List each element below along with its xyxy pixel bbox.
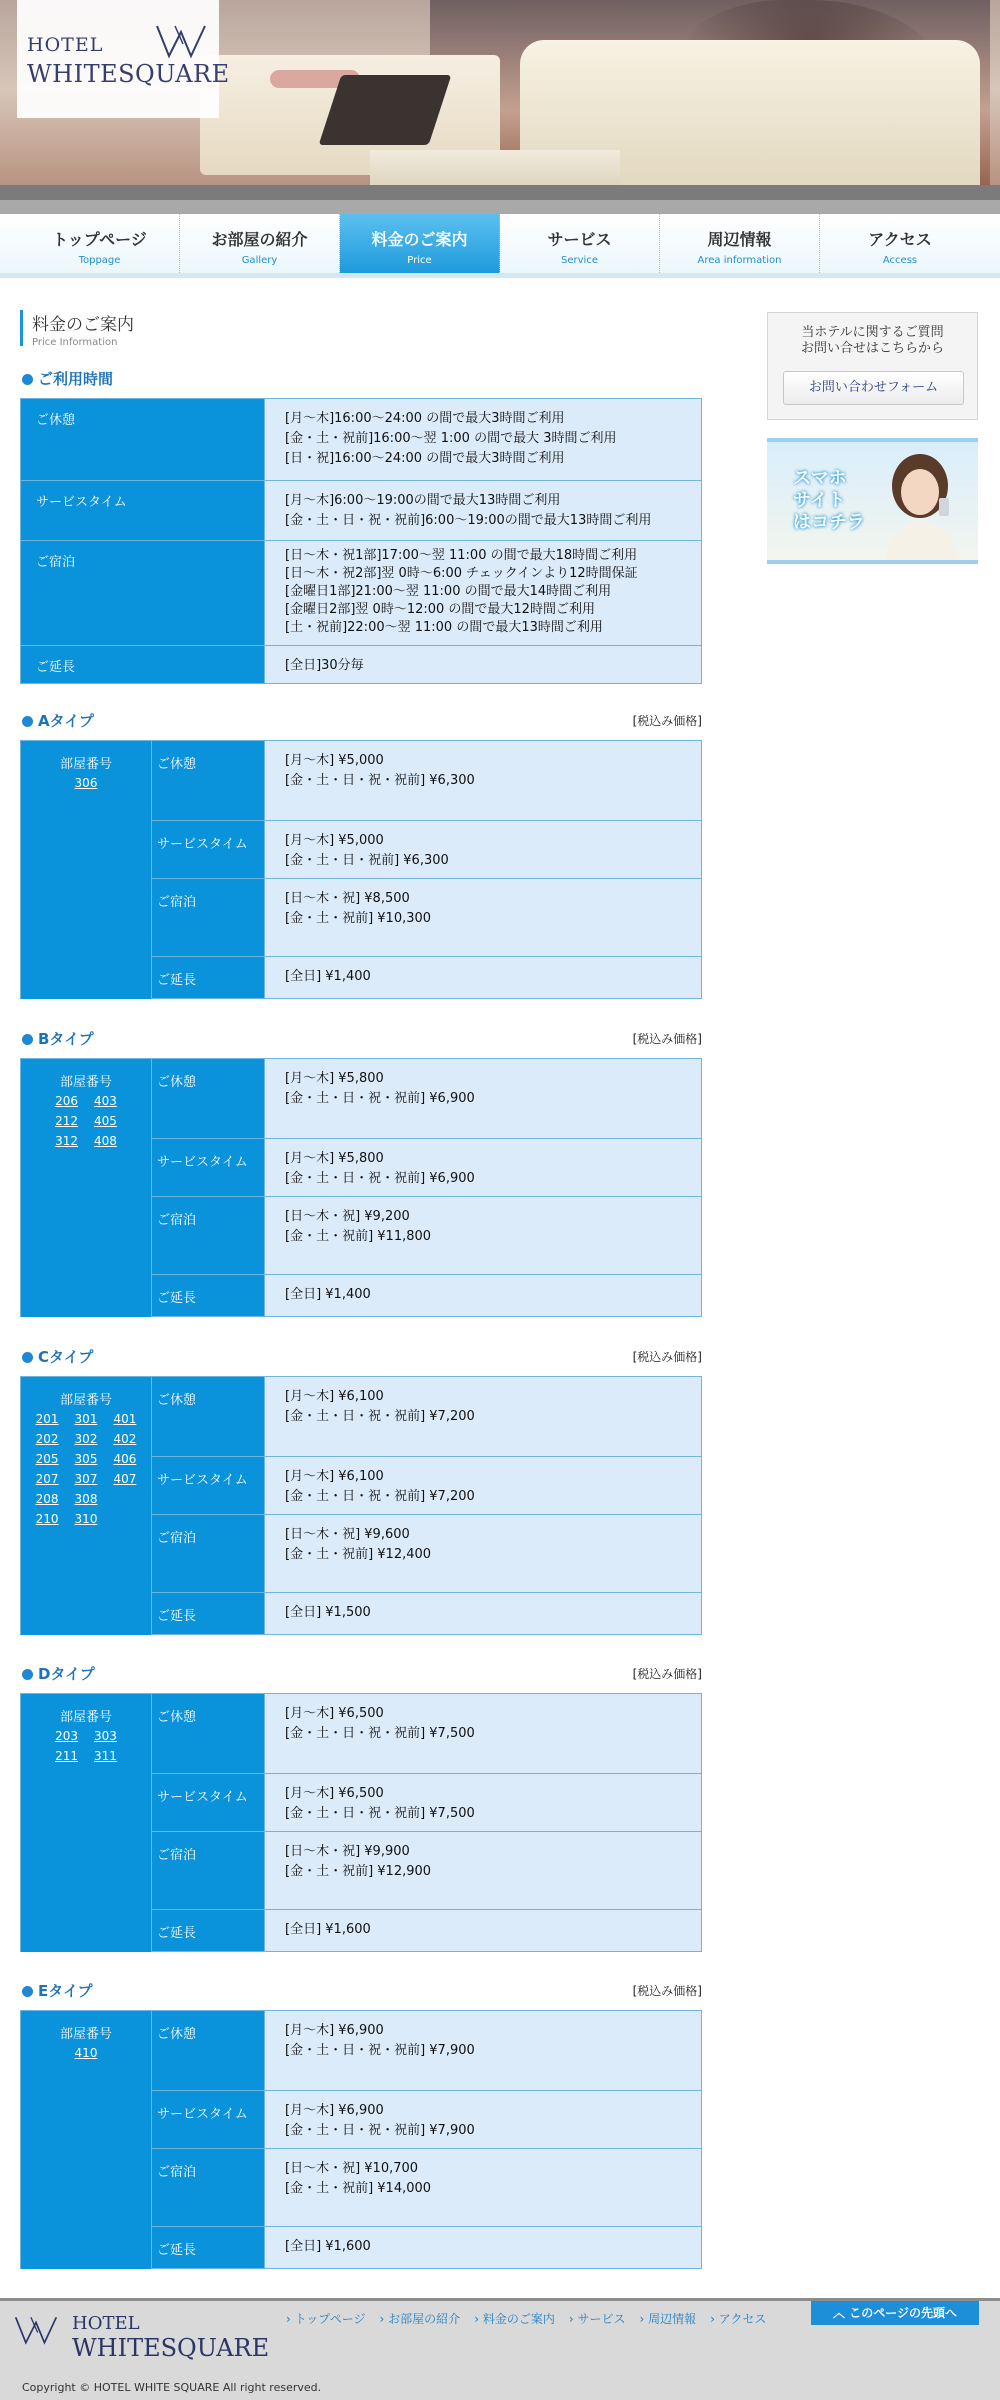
row-value bbox=[265, 821, 702, 879]
page-subtitle: Price Information bbox=[32, 337, 118, 348]
room-number-link[interactable]: 408 bbox=[94, 1134, 117, 1148]
room-number-link[interactable]: 401 bbox=[113, 1412, 137, 1426]
room-number-link[interactable]: 407 bbox=[113, 1472, 137, 1486]
price-table bbox=[20, 1058, 702, 1317]
nav-item-toppage[interactable] bbox=[20, 214, 180, 273]
value-line: [日～木・祝] ¥9,600 bbox=[285, 1527, 410, 1542]
section-title-text: Eタイプ bbox=[38, 1982, 93, 2000]
nav-label-en: Access bbox=[882, 255, 918, 266]
room-number-link[interactable]: 212 bbox=[55, 1114, 78, 1128]
nav-item-access[interactable] bbox=[820, 214, 980, 273]
nav-item-area[interactable] bbox=[660, 214, 820, 273]
banner-line: サイト bbox=[793, 490, 846, 511]
value-line: [金・土・日・祝・祝前]6:00～19:00の間で最大13時間ご利用 bbox=[285, 513, 652, 528]
row-label: サービスタイム bbox=[152, 2091, 265, 2149]
room-numbers-cell bbox=[21, 741, 152, 999]
woman-with-phone-icon bbox=[865, 446, 965, 564]
row-label: ご宿泊 bbox=[152, 879, 265, 957]
room-number-link[interactable]: 402 bbox=[113, 1432, 137, 1446]
value-line: [金・土・日・祝・祝前] ¥7,500 bbox=[285, 1726, 475, 1741]
value-line: [全日] ¥1,600 bbox=[285, 2239, 371, 2254]
row-label: ご延長 bbox=[152, 957, 265, 999]
section-title-type bbox=[22, 710, 94, 731]
bullet-dot-icon bbox=[22, 374, 33, 385]
value-line: [月～木] ¥6,900 bbox=[285, 2023, 384, 2038]
section-title-text: Aタイプ bbox=[38, 712, 94, 730]
row-label: ご延長 bbox=[152, 1275, 265, 1317]
value-line: [月～木] ¥6,500 bbox=[285, 1786, 384, 1801]
chevron-up-icon: ︿ bbox=[833, 2306, 850, 2320]
nav-label-jp: 周辺情報 bbox=[707, 230, 772, 249]
room-empty bbox=[113, 1492, 136, 1506]
value-line: [月～木] ¥6,100 bbox=[285, 1469, 384, 1484]
row-label: ご休憩 bbox=[152, 1377, 265, 1457]
value-line: [土・祝前]22:00～翌 11:00 の間で最大13時間ご利用 bbox=[285, 620, 603, 635]
page-title: 料金のご案内 bbox=[32, 315, 134, 335]
value-line: [日～木・祝2部]翌 0時～6:00 チェックインより12時間保証 bbox=[285, 566, 638, 581]
nav-label-en: Price bbox=[407, 255, 432, 266]
row-label: ご休憩 bbox=[152, 1694, 265, 1774]
value-line: [金曜日2部]翌 0時～12:00 の間で最大12時間ご利用 bbox=[285, 602, 595, 617]
value-line: [金・土・祝前] ¥10,300 bbox=[285, 911, 432, 926]
row-value bbox=[265, 541, 702, 646]
logo-line-hotel: HOTEL bbox=[27, 34, 104, 56]
back-to-top-label: このページの先頭へ bbox=[849, 2306, 957, 2320]
value-line: [金・土・祝前] ¥12,400 bbox=[285, 1547, 432, 1562]
price-table bbox=[20, 1376, 702, 1635]
contact-line: 当ホテルに関するご質問 bbox=[801, 325, 944, 340]
row-label: ご宿泊 bbox=[152, 1832, 265, 1910]
contact-text bbox=[768, 325, 977, 357]
room-number-link[interactable]: 203 bbox=[55, 1729, 78, 1743]
value-line: [金・土・祝前] ¥12,900 bbox=[285, 1864, 432, 1879]
table-row bbox=[21, 1377, 702, 1457]
room-number-link[interactable]: 410 bbox=[74, 2046, 98, 2060]
room-number-link[interactable]: 201 bbox=[35, 1412, 59, 1426]
hero-bed-runner bbox=[319, 75, 452, 145]
bullet-dot-icon bbox=[22, 1352, 33, 1363]
room-number-link[interactable]: 406 bbox=[113, 1452, 137, 1466]
row-label: サービスタイム bbox=[152, 1457, 265, 1515]
banner-line: スマホ bbox=[793, 468, 847, 489]
section-title-text: ご利用時間 bbox=[38, 370, 114, 388]
value-line: [月～木] ¥5,800 bbox=[285, 1071, 384, 1086]
room-number-link[interactable]: 202 bbox=[35, 1432, 59, 1446]
nav-label-en: Toppage bbox=[78, 255, 121, 266]
footer-logo-w-icon bbox=[14, 2313, 58, 2347]
table-row bbox=[21, 541, 702, 646]
footer-logo-hotel[interactable]: HOTEL bbox=[72, 2313, 140, 2334]
section-title-text: Bタイプ bbox=[38, 1030, 94, 1048]
table-row bbox=[21, 741, 702, 821]
room-numbers-cell bbox=[21, 1377, 152, 1635]
value-line: [金曜日1部]21:00～翌 11:00 の間で最大14時間ご利用 bbox=[285, 584, 612, 599]
room-label: 部屋番号 bbox=[59, 1075, 112, 1090]
room-number-link[interactable]: 405 bbox=[94, 1114, 117, 1128]
value-line: [金・土・祝前] ¥14,000 bbox=[285, 2181, 432, 2196]
value-line: [日～木・祝] ¥9,900 bbox=[285, 1844, 410, 1859]
footer-link-area[interactable]: › 周辺情報 bbox=[639, 2310, 696, 2327]
row-value bbox=[265, 1059, 702, 1139]
row-value bbox=[265, 1593, 702, 1635]
section-title-text: Cタイプ bbox=[38, 1348, 94, 1366]
row-value bbox=[265, 1377, 702, 1457]
room-label: 部屋番号 bbox=[59, 1710, 112, 1725]
bullet-dot-icon bbox=[22, 1034, 33, 1045]
value-line: [全日]30分毎 bbox=[285, 658, 364, 673]
room-number-link[interactable]: 205 bbox=[35, 1452, 59, 1466]
header-hero-image bbox=[0, 0, 1000, 200]
value-line: [全日] ¥1,500 bbox=[285, 1605, 371, 1620]
section-title-type bbox=[22, 1028, 94, 1049]
value-line: [月～木] ¥6,500 bbox=[285, 1706, 384, 1721]
room-numbers-cell bbox=[21, 2011, 152, 2269]
table-row bbox=[21, 1059, 702, 1139]
value-line: [日～木・祝1部]17:00～翌 11:00 の間で最大18時間ご利用 bbox=[285, 548, 638, 563]
nav-label-en: Area information bbox=[697, 255, 782, 266]
value-line: [日～木・祝] ¥9,200 bbox=[285, 1209, 410, 1224]
room-numbers-cell bbox=[21, 1059, 152, 1317]
room-grid bbox=[21, 776, 151, 790]
footer-link-access[interactable]: › アクセス bbox=[710, 2310, 766, 2327]
nav-item-price[interactable] bbox=[340, 214, 500, 273]
row-value bbox=[265, 481, 702, 541]
value-line: [金・土・日・祝・祝前] ¥7,200 bbox=[285, 1489, 475, 1504]
nav-label-en: Gallery bbox=[241, 255, 278, 266]
contact-form-button[interactable]: お問い合わせフォーム bbox=[783, 371, 964, 405]
row-label: ご宿泊 bbox=[152, 1197, 265, 1275]
value-line: [月～木] ¥6,900 bbox=[285, 2103, 384, 2118]
bullet-dot-icon bbox=[22, 716, 33, 727]
room-label: 部屋番号 bbox=[59, 757, 112, 772]
room-label: 部屋番号 bbox=[59, 1393, 112, 1408]
row-label: ご延長 bbox=[152, 1593, 265, 1635]
page-heading bbox=[20, 310, 320, 346]
value-line: [月～木]6:00～19:00の間で最大13時間ご利用 bbox=[285, 493, 561, 508]
section-title-text: Dタイプ bbox=[38, 1665, 95, 1683]
row-value bbox=[265, 646, 702, 684]
nav-label-jp: お部屋の紹介 bbox=[211, 230, 308, 249]
row-value bbox=[265, 1197, 702, 1275]
footer bbox=[0, 2298, 1000, 2400]
value-line: [月～木] ¥5,800 bbox=[285, 1151, 384, 1166]
footer-link-service[interactable]: › サービス bbox=[569, 2310, 626, 2327]
row-label: サービスタイム bbox=[21, 481, 265, 541]
tax-included-note: [税込み価格] bbox=[632, 1350, 702, 1364]
price-table bbox=[20, 740, 702, 999]
room-number-link[interactable]: 310 bbox=[74, 1512, 98, 1526]
room-grid bbox=[21, 1729, 151, 1763]
row-label: ご宿泊 bbox=[152, 1515, 265, 1593]
tax-included-note: [税込み価格] bbox=[632, 1667, 702, 1681]
room-label: 部屋番号 bbox=[59, 2027, 112, 2042]
value-line: [月～木]16:00～24:00 の間で最大3時間ご利用 bbox=[285, 411, 565, 426]
tax-included-note: [税込み価格] bbox=[632, 1984, 702, 1998]
room-number-link[interactable]: 306 bbox=[74, 776, 98, 790]
row-label: ご宿泊 bbox=[152, 2149, 265, 2227]
nav-label-jp: 料金のご案内 bbox=[371, 230, 468, 249]
value-line: [金・土・日・祝・祝前] ¥6,300 bbox=[285, 773, 475, 788]
room-number-link[interactable]: 307 bbox=[74, 1472, 98, 1486]
room-grid bbox=[21, 2046, 151, 2060]
room-grid bbox=[21, 1094, 151, 1148]
row-value bbox=[265, 2091, 702, 2149]
footer-logo-name[interactable]: WHITESQUARE bbox=[72, 2334, 270, 2362]
nav-bottom-bar bbox=[0, 273, 1000, 278]
value-line: [金・土・日・祝・祝前] ¥7,200 bbox=[285, 1409, 475, 1424]
row-value bbox=[265, 741, 702, 821]
section-title-type bbox=[22, 1663, 95, 1684]
row-value bbox=[265, 1515, 702, 1593]
room-number-link[interactable]: 206 bbox=[55, 1094, 78, 1108]
footer-links bbox=[286, 2310, 766, 2327]
value-line: [金・土・日・祝前] ¥6,300 bbox=[285, 853, 449, 868]
hotel-logo[interactable] bbox=[17, 0, 230, 118]
room-number-link[interactable]: 207 bbox=[35, 1472, 59, 1486]
contact-line: お問い合せはこちらから bbox=[800, 341, 944, 356]
row-value bbox=[265, 2149, 702, 2227]
value-line: [日～木・祝] ¥10,700 bbox=[285, 2161, 419, 2176]
row-value bbox=[265, 1275, 702, 1317]
sidebar-contact-box bbox=[767, 312, 978, 420]
row-value bbox=[265, 879, 702, 957]
row-label: サービスタイム bbox=[152, 1774, 265, 1832]
row-label: ご休憩 bbox=[152, 1059, 265, 1139]
row-label: ご休憩 bbox=[21, 399, 265, 481]
logo-line-name: WHITESQUARE bbox=[27, 60, 230, 88]
copyright: Copyright © HOTEL WHITE SQUARE All right reserved. bbox=[22, 2381, 322, 2394]
nav-item-gallery[interactable] bbox=[180, 214, 340, 273]
smartphone-site-banner[interactable] bbox=[767, 438, 978, 564]
value-line: [金・土・日・祝・祝前] ¥6,900 bbox=[285, 1171, 475, 1186]
price-table bbox=[20, 2010, 702, 2269]
table-row bbox=[21, 399, 702, 481]
row-value bbox=[265, 2227, 702, 2269]
row-label: ご延長 bbox=[152, 1910, 265, 1952]
banner-line: はコチラ bbox=[793, 512, 865, 533]
row-label: ご延長 bbox=[21, 646, 265, 684]
nav-label-jp: アクセス bbox=[868, 230, 932, 249]
tax-included-note: [税込み価格] bbox=[632, 1032, 702, 1046]
value-line: [日・祝]16:00～24:00 の間で最大3時間ご利用 bbox=[285, 451, 565, 466]
footer-link-gallery[interactable]: › お部屋の紹介 bbox=[380, 2310, 461, 2327]
row-value bbox=[265, 957, 702, 999]
row-label: ご休憩 bbox=[152, 2011, 265, 2091]
room-number-link[interactable]: 208 bbox=[35, 1492, 59, 1506]
row-label: ご宿泊 bbox=[21, 541, 265, 646]
section-title-hours bbox=[22, 368, 113, 389]
room-number-link[interactable]: 301 bbox=[74, 1412, 98, 1426]
row-value bbox=[265, 399, 702, 481]
footer-link-price[interactable]: › 料金のご案内 bbox=[474, 2310, 555, 2327]
value-line: [全日] ¥1,400 bbox=[285, 969, 371, 984]
value-line: [月～木] ¥5,000 bbox=[285, 753, 384, 768]
row-value bbox=[265, 1910, 702, 1952]
value-line: [金・土・日・祝・祝前] ¥6,900 bbox=[285, 1091, 475, 1106]
row-value bbox=[265, 1832, 702, 1910]
row-value bbox=[265, 2011, 702, 2091]
value-line: [金・土・祝前]16:00～翌 1:00 の間で最大 3時間ご利用 bbox=[285, 431, 617, 446]
footer-link-toppage[interactable]: › トップページ bbox=[286, 2310, 366, 2327]
row-label: サービスタイム bbox=[152, 821, 265, 879]
hero-bottom-band bbox=[0, 185, 1000, 200]
value-line: [全日] ¥1,600 bbox=[285, 1922, 371, 1937]
value-line: [金・土・日・祝・祝前] ¥7,900 bbox=[285, 2123, 475, 2138]
nav-label-jp: トップページ bbox=[52, 230, 147, 249]
smartphone-banner-text bbox=[793, 468, 865, 534]
value-line: [月～木] ¥6,100 bbox=[285, 1389, 384, 1404]
table-row bbox=[21, 646, 702, 684]
hours-table bbox=[20, 398, 702, 684]
tax-included-note: [税込み価格] bbox=[632, 714, 702, 728]
row-label: ご休憩 bbox=[152, 741, 265, 821]
global-nav bbox=[0, 200, 1000, 278]
value-line: [金・土・祝前] ¥11,800 bbox=[285, 1229, 432, 1244]
value-line: [月～木] ¥5,000 bbox=[285, 833, 384, 848]
room-number-link[interactable]: 211 bbox=[55, 1749, 78, 1763]
bullet-dot-icon bbox=[22, 1669, 33, 1680]
price-table bbox=[20, 1693, 702, 1952]
room-number-link[interactable]: 303 bbox=[94, 1729, 117, 1743]
nav-label-en: Service bbox=[561, 255, 598, 266]
nav-label-jp: サービス bbox=[547, 230, 612, 249]
table-row bbox=[21, 1694, 702, 1774]
table-row bbox=[21, 481, 702, 541]
row-value bbox=[265, 1457, 702, 1515]
room-number-link[interactable]: 311 bbox=[94, 1749, 117, 1763]
room-empty bbox=[113, 1512, 136, 1526]
section-title-type bbox=[22, 1346, 93, 1367]
row-value bbox=[265, 1139, 702, 1197]
bullet-dot-icon bbox=[22, 1986, 33, 1997]
room-number-link[interactable]: 308 bbox=[74, 1492, 98, 1506]
nav-item-service[interactable] bbox=[500, 214, 660, 273]
value-line: [金・土・日・祝・祝前] ¥7,900 bbox=[285, 2043, 475, 2058]
logo-w-icon bbox=[155, 22, 207, 60]
row-value bbox=[265, 1774, 702, 1832]
room-number-link[interactable]: 305 bbox=[74, 1452, 98, 1466]
room-number-link[interactable]: 210 bbox=[35, 1512, 59, 1526]
section-title-type bbox=[22, 1980, 93, 2001]
value-line: [全日] ¥1,400 bbox=[285, 1287, 371, 1302]
table-row bbox=[21, 2011, 702, 2091]
back-to-top-button[interactable] bbox=[811, 2301, 979, 2325]
row-label: サービスタイム bbox=[152, 1139, 265, 1197]
row-value bbox=[265, 1694, 702, 1774]
room-number-link[interactable]: 302 bbox=[74, 1432, 98, 1446]
row-label: ご延長 bbox=[152, 2227, 265, 2269]
room-number-link[interactable]: 403 bbox=[94, 1094, 117, 1108]
room-grid bbox=[21, 1412, 151, 1526]
room-numbers-cell bbox=[21, 1694, 152, 1952]
value-line: [日～木・祝] ¥8,500 bbox=[285, 891, 410, 906]
value-line: [金・土・日・祝・祝前] ¥7,500 bbox=[285, 1806, 475, 1821]
room-number-link[interactable]: 312 bbox=[55, 1134, 78, 1148]
